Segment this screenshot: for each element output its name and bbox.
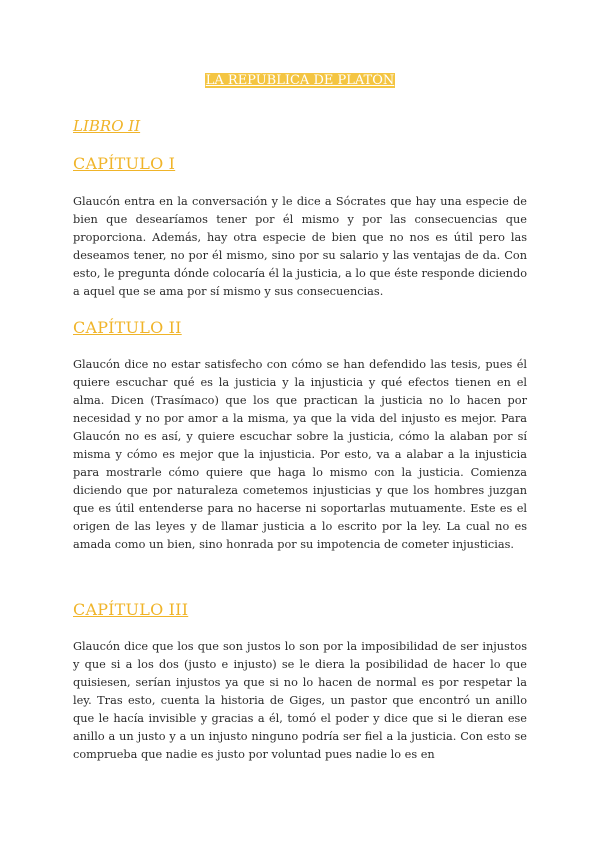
chapter-heading-2: CAPÍTULO II: [73, 318, 182, 337]
chapter-paragraph-1: Glaucón entra en la conversación y le dice a Sócrates que hay una especie de bien que desearíamos tener por él mismo y por las consecuencias que proporciona. Además, hay otra especie de bien que no nos es útil pero las deseamos tener, no por él mismo, sino por su salario y las ventajas de da. Con esto, le pregunta dónde colocaría él la justicia, a lo que éste responde diciendo a aquel que se ama por sí mismo y sus consecuencias.: [73, 195, 527, 298]
document-title-text: LA REPÚBLICA DE PLATÓN: [205, 73, 395, 88]
document-title: [0, 72, 600, 90]
chapter-paragraph-3: Glaucón dice que los que son justos lo son por la imposibilidad de ser injustos y que si a los dos (justo e injusto) se le diera la posibilidad de hacer lo que quisiesen, serían injustos ya que si no lo hacen de normal es por respetar la ley. Tras esto, cuenta la historia de Giges, un pastor que encontró un anillo que le hacía invisible y gracias a él, tomó el poder y dice que si le dieran ese anillo a un justo y a un injusto ninguno podría ser fiel a la justicia. Con esto se comprueba que nadie es justo por voluntad pues nadie lo es en: [73, 640, 527, 761]
chapter-heading-3: CAPÍTULO III: [73, 600, 189, 619]
chapter-heading-1: CAPÍTULO I: [73, 154, 176, 173]
book-heading: LIBRO II: [73, 117, 141, 135]
chapter-paragraph-2: Glaucón dice no estar satisfecho con cómo se han defendido las tesis, pues él quiere escuchar qué es la justicia y la injusticia y qué efectos tienen en el alma. Dicen (Trasímaco) que los que practican la justicia no lo hacen por necesidad y no por amor a la misma, ya que la vida del injusto es mejor. Para Glaucón no es así, y quiere escuchar sobre la justicia, cómo la alaban por sí misma y cómo es mejor que la injusticia. Por esto, va a alabar a la injusticia para mostrarle cómo quiere que haga lo mismo con la justicia. Comienza diciendo que por naturaleza cometemos injusticias y que los hombres juzgan que es útil entenderse para no hacerse ni soportarlas mutuamente. Este es el origen de las leyes y de llamar justicia a lo escrito por la ley. La cual no es amada como un bien, sino honrada por su impotencia de cometer injusticias.: [73, 358, 527, 551]
